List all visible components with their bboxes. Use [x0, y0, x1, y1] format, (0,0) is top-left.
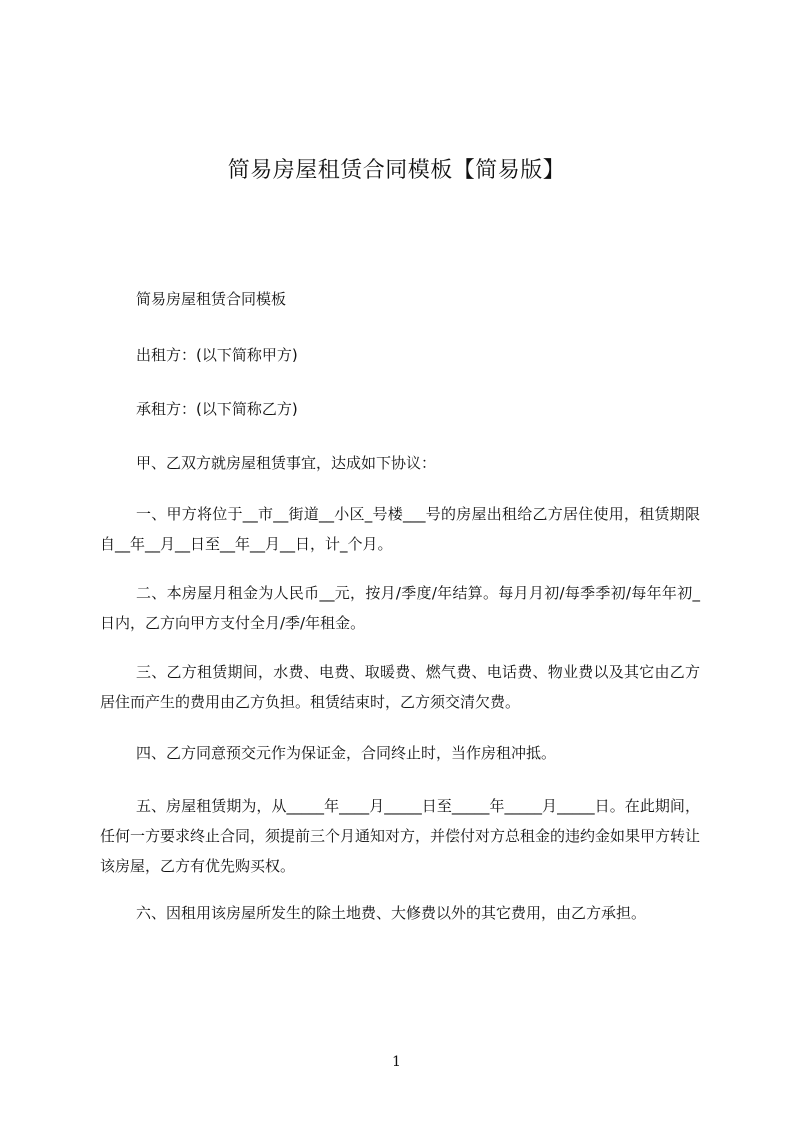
- paragraph-lessor: 出租方：(以下简称甲方): [136, 346, 298, 364]
- paragraph-clause-6: 六、因租用该房屋所发生的除土地费、大修费以外的其它费用，由乙方承担。: [136, 904, 647, 922]
- paragraph-clause-3: 三、乙方租赁期间，水费、电费、取暖费、燃气费、电话费、物业费以及其它由乙方居住而产生的费用由乙方负担。租赁结束时，乙方须交清欠费。: [100, 663, 700, 711]
- page-number: 1: [392, 1054, 401, 1070]
- paragraph-clause-1: 一、甲方将位于__市__街道__小区_号楼___号的房屋出租给乙方居住使用，租赁期限自__年__月__日至__年__月__日，计_个月。: [100, 505, 700, 553]
- paragraph-lessee: 承租方：(以下简称乙方): [136, 400, 298, 418]
- document-title: 简易房屋租赁合同模板【简易版】: [227, 157, 566, 183]
- paragraph-clause-2: 二、本房屋月租金为人民币__元，按月/季度/年结算。每月月初/每季季初/每年年初_日内，乙方向甲方支付全月/季/年租金。: [100, 584, 700, 632]
- paragraph-agreement-intro: 甲、乙双方就房屋租赁事宜，达成如下协议：: [136, 454, 437, 472]
- paragraph-clause-4: 四、乙方同意预交元作为保证金，合同终止时，当作房租冲抵。: [136, 744, 557, 762]
- paragraph-subtitle: 简易房屋租赁合同模板: [136, 290, 287, 308]
- paragraph-clause-5: 五、房屋租赁期为，从_____年____月_____日至_____年_____月_____日。在此期间，任何一方要求终止合同，须提前三个月通知对方，并偿付对方总租金的违约金如果甲方转让该房屋，乙方有优先购买权。: [100, 797, 701, 875]
